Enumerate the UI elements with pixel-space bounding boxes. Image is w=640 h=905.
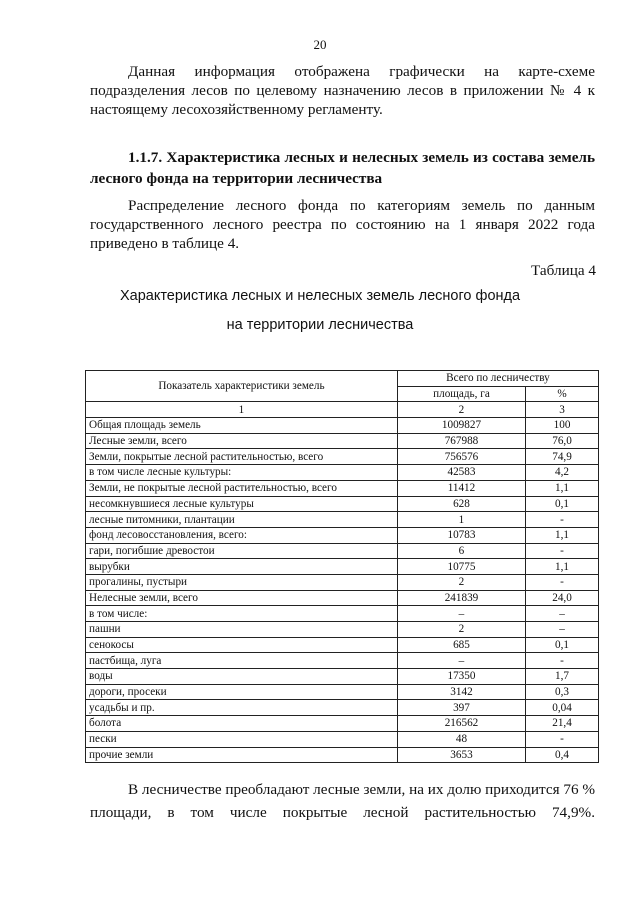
row-label: пески [86,731,398,747]
table-row [86,496,599,512]
row-percent: - [526,653,599,669]
table-row [86,590,599,606]
row-area: 628 [397,496,525,512]
row-percent: 21,4 [526,716,599,732]
row-area: 241839 [397,590,525,606]
row-label: дороги, просеки [86,684,398,700]
row-percent: 1,1 [526,527,599,543]
row-percent: 0,04 [526,700,599,716]
row-area: 11412 [397,480,525,496]
row-area: 397 [397,700,525,716]
table-row [86,669,599,685]
row-percent: 74,9 [526,449,599,465]
section-heading [90,147,595,189]
table-row [86,465,599,481]
table-row [86,418,599,434]
row-percent: 4,2 [526,465,599,481]
intro-paragraph [90,62,595,119]
row-area: 10775 [397,559,525,575]
row-label: Нелесные земли, всего [86,590,398,606]
table-row [86,653,599,669]
row-percent: 0,1 [526,496,599,512]
conclusion-paragraph [90,778,595,824]
row-percent: 0,4 [526,747,599,763]
table-row [86,512,599,528]
row-area: – [397,606,525,622]
row-area: 17350 [397,669,525,685]
table-row [86,574,599,590]
row-label: несомкнувшиеся лесные культуры [86,496,398,512]
row-label: Земли, покрытые лесной растительностью, всего [86,449,398,465]
table-row [86,606,599,622]
row-label: Земли, не покрытые лесной растительностью, всего [86,480,398,496]
row-label: Лесные земли, всего [86,433,398,449]
row-percent: - [526,731,599,747]
table-row [86,527,599,543]
header-area: площадь, га [397,386,525,402]
table-row [86,433,599,449]
distribution-paragraph-text: Распределение лесного фонда по категориям земель по данным государственного лесного реестра по состоянию на 1 января 2022 года приведено в таблице 4. [90,197,595,252]
table-row [86,700,599,716]
land-characteristics-table [85,370,599,763]
column-number: 1 [86,402,398,418]
row-label: вырубки [86,559,398,575]
row-label: болота [86,716,398,732]
row-label: гари, погибшие древостои [86,543,398,559]
row-percent: 76,0 [526,433,599,449]
section-heading-text: 1.1.7. Характеристика лесных и нелесных земель из состава земель лесного фонда на территории лесничества [90,149,595,187]
row-area: 42583 [397,465,525,481]
row-area: 3653 [397,747,525,763]
row-area: 767988 [397,433,525,449]
row-label: воды [86,669,398,685]
row-label: Общая площадь земель [86,418,398,434]
table-row [86,747,599,763]
page-number: 20 [313,37,327,52]
column-number: 2 [397,402,525,418]
header-total: Всего по лесничеству [397,371,598,387]
row-area: 756576 [397,449,525,465]
row-area: 685 [397,637,525,653]
table-row [86,480,599,496]
row-percent: 1,1 [526,559,599,575]
table-label: Таблица 4 [531,262,596,279]
table-row [86,637,599,653]
row-label: прочие земли [86,747,398,763]
row-area: 10783 [397,527,525,543]
row-percent: 100 [526,418,599,434]
row-percent: – [526,606,599,622]
row-label: пашни [86,622,398,638]
row-percent: 0,3 [526,684,599,700]
row-area: – [397,653,525,669]
row-percent: 1,7 [526,669,599,685]
row-label: лесные питомники, плантации [86,512,398,528]
table-column-numbers-row [86,402,599,418]
row-area: 3142 [397,684,525,700]
table-row [86,449,599,465]
row-label: усадьбы и пр. [86,700,398,716]
row-label: прогалины, пустыри [86,574,398,590]
row-area: 2 [397,574,525,590]
header-indicator: Показатель характеристики земель [86,371,398,402]
row-label: пастбища, луга [86,653,398,669]
table-title-line1: Характеристика лесных и нелесных земель лесного фонда [119,288,521,304]
row-percent: – [526,622,599,638]
intro-paragraph-text: Данная информация отображена графически на карте-схеме подразделения лесов по целевому назначению лесов в приложении № 4 к настоящему лесохозяйственному регламенту. [90,63,595,118]
row-label: в том числе: [86,606,398,622]
table-title-line2: на территории лесничества [226,317,414,333]
row-percent: 0,1 [526,637,599,653]
row-percent: - [526,543,599,559]
row-label: в том числе лесные культуры: [86,465,398,481]
row-area: 216562 [397,716,525,732]
row-area: 48 [397,731,525,747]
row-percent: - [526,512,599,528]
row-area: 1 [397,512,525,528]
table-row [86,716,599,732]
table-row [86,559,599,575]
distribution-paragraph [90,196,595,253]
table-row [86,684,599,700]
table-row [86,543,599,559]
table-row [86,731,599,747]
row-area: 2 [397,622,525,638]
row-area: 6 [397,543,525,559]
row-label: фонд лесовосстановления, всего: [86,527,398,543]
row-area: 1009827 [397,418,525,434]
conclusion-paragraph-text: В лесничестве преобладают лесные земли, на их долю приходится 76 % площади, в том числе покрытые лесной растительностью 74,9%. [90,781,595,821]
row-percent: 1,1 [526,480,599,496]
row-label: сенокосы [86,637,398,653]
row-percent: - [526,574,599,590]
column-number: 3 [526,402,599,418]
table-header-row [86,371,599,387]
row-percent: 24,0 [526,590,599,606]
table-row [86,622,599,638]
header-percent: % [526,386,599,402]
